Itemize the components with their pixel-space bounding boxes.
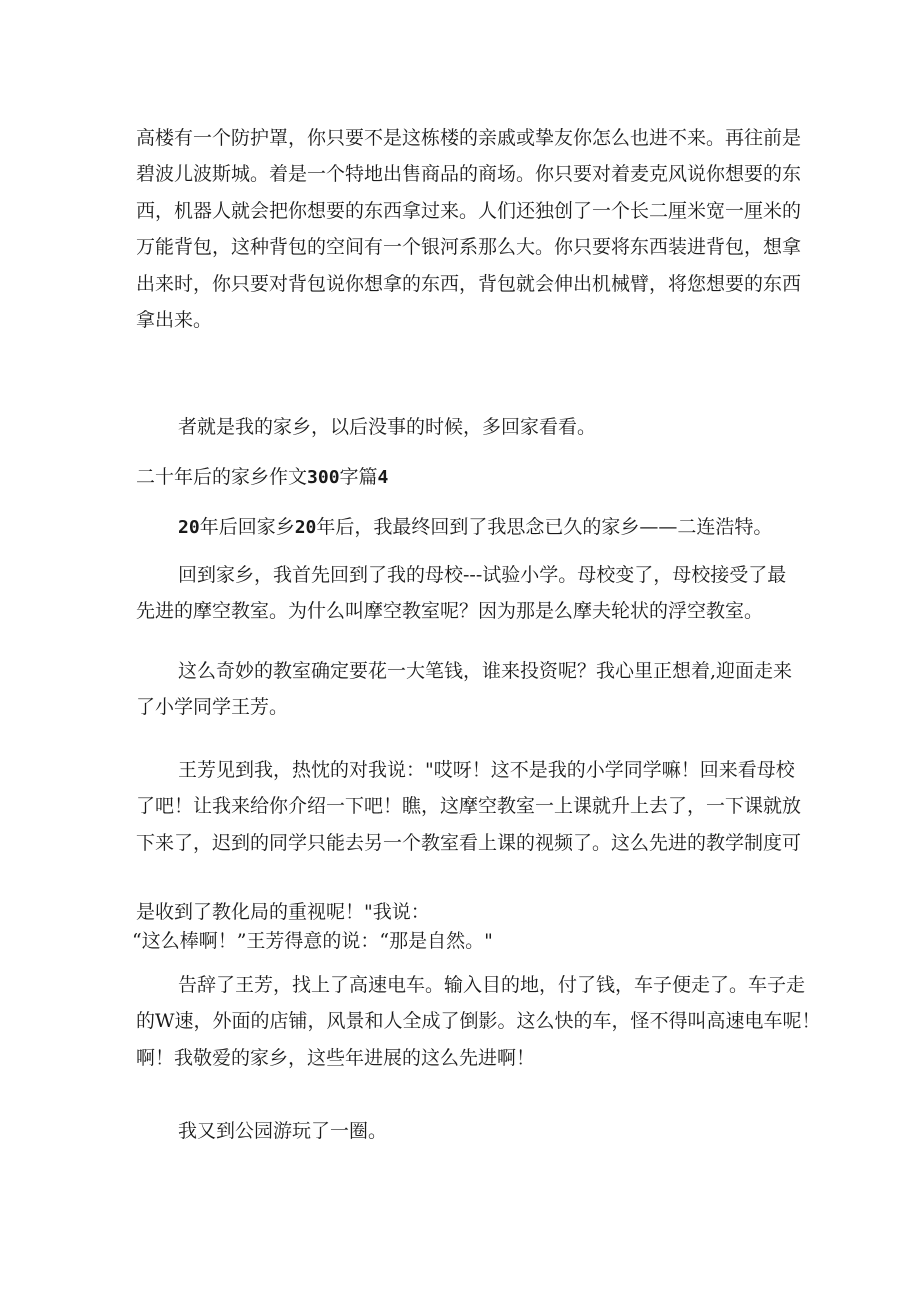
text-line: 啊！我敬爱的家乡，这些年进展的这么先进啊！	[136, 1046, 536, 1069]
paragraph-train	[136, 967, 821, 1076]
text-line: 告辞了王芳，找上了高速电车。输入目的地，付了钱，车子便走了。车子走	[178, 974, 806, 996]
paragraph-wangfang	[136, 752, 802, 861]
text-line: 了吧！让我来给你介绍一下吧！瞧，这摩空教室一上课就升上去了，一下课就放	[136, 795, 802, 818]
text-line: 拿出来。	[136, 309, 213, 332]
dialog-line: “这么棒啊！”王芳得意的说：“那是自然。"	[132, 930, 493, 952]
paragraph-classroom	[136, 653, 793, 726]
paragraph-conclusion	[136, 409, 786, 445]
paragraph-return	[136, 509, 786, 546]
number-20: 20	[294, 517, 317, 538]
text-fragment: 年后，我最终回到了我思念已久的家乡——二连浩特。	[316, 516, 773, 538]
heading-number: 300	[307, 467, 340, 488]
paragraph-city	[136, 120, 802, 338]
text-line: 西，机器人就会把你想要的东西拿过来。人们还独创了一个长二厘米宽一厘米的	[136, 199, 802, 222]
text-line: 王芳见到我，热忱的对我说："哎呀！这不是我的小学同学嘛！回来看母校	[178, 759, 795, 781]
heading-prefix: 二十年后的家乡作文	[136, 466, 308, 488]
text-line: 高楼有一个防护罩，你只要不是这栋楼的亲戚或挚友你怎么也进不来。再往前是	[136, 127, 802, 149]
text-line: 我又到公园游玩了一圈。	[178, 1120, 388, 1142]
text-line: 出来时，你只要对背包说你想拿的东西，背包就会伸出机械臂，将您想要的东西	[136, 272, 802, 295]
number-20: 20	[178, 517, 200, 538]
text-line: 下来了，迟到的同学只能去另一个教室看上课的视频了。这么先进的教学制度可	[136, 831, 802, 854]
text-line: 这么奇妙的教室确定要花一大笔钱，谁来投资呢？我心里正想着,迎面走来	[178, 660, 793, 682]
heading-index: 4	[377, 467, 389, 488]
text-fragment: 年后回家乡	[199, 516, 295, 538]
text-line: 的W速，外面的店铺，风景和人全成了倒影。这么快的车，怪不得叫高速电车呢！	[136, 1010, 821, 1033]
text-line	[136, 509, 786, 546]
text-line: 万能背包，这种背包的空间有一个银河系那么大。你只要将东西装进背包，想拿	[136, 236, 802, 259]
paragraph-park	[136, 1113, 786, 1149]
heading-middle: 字篇	[339, 466, 378, 488]
text-line: 碧波儿波斯城。着是一个特地出售商品的商场。你只要对着麦克风说你想要的东	[136, 163, 802, 186]
paragraph-school	[136, 557, 786, 630]
text-line: 者就是我的家乡，以后没事的时候，多回家看看。	[178, 416, 597, 438]
text-line: 是收到了教化局的重视呢！"我说：	[136, 901, 430, 923]
text-line: 先进的摩空教室。为什么叫摩空教室呢？因为那是么摩夫轮状的浮空教室。	[136, 600, 764, 623]
text-line: 回到家乡，我首先回到了我的母校---试验小学。母校变了，母校接受了最	[178, 564, 787, 586]
section-heading	[136, 465, 388, 490]
text-line: 了小学同学王芳。	[136, 696, 289, 719]
